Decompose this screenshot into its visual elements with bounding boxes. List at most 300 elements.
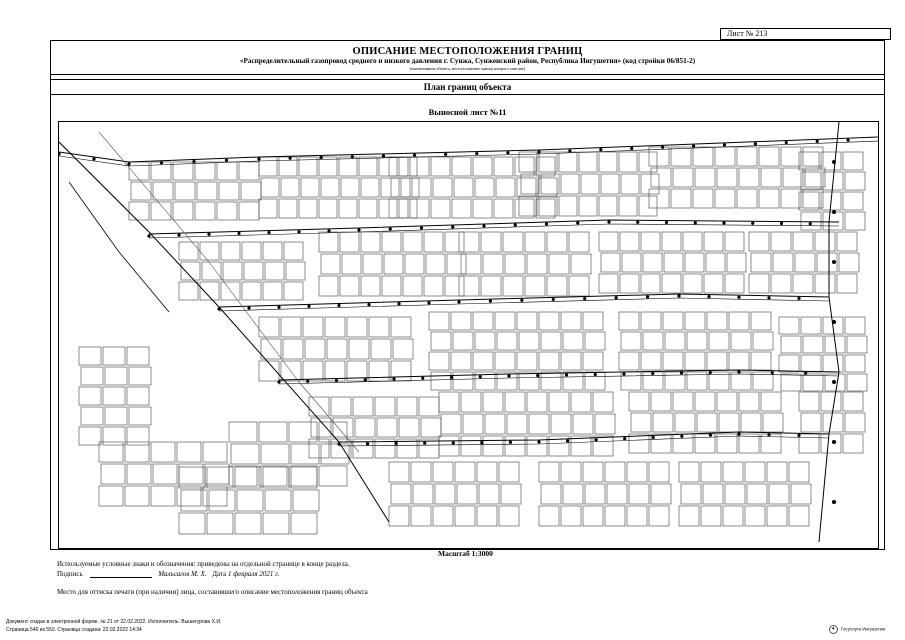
parcel <box>707 312 727 330</box>
boundary-vertex-marker <box>247 307 250 310</box>
parcel <box>821 434 841 453</box>
parcel <box>847 336 867 353</box>
parcel <box>801 413 821 432</box>
boundary-vertex-marker <box>450 376 453 379</box>
parcel <box>379 199 397 218</box>
parcel <box>601 174 619 194</box>
parcel <box>847 374 867 391</box>
parcel <box>411 462 431 482</box>
parcel <box>643 332 663 350</box>
parcel <box>195 202 215 220</box>
parcel <box>527 436 547 456</box>
parcel <box>181 262 200 280</box>
parcel <box>715 147 735 166</box>
parcel <box>179 282 198 300</box>
parcel <box>619 312 639 330</box>
parcel <box>494 199 513 218</box>
parcel <box>459 276 479 296</box>
parcel <box>781 374 801 391</box>
parcel <box>229 422 257 442</box>
parcel <box>761 392 781 411</box>
parcel <box>455 462 475 482</box>
parcel <box>679 506 699 526</box>
boundary-vertex-marker <box>423 442 426 445</box>
parcel <box>739 168 759 187</box>
parcel <box>843 192 863 210</box>
parcel <box>675 413 695 432</box>
boundary-vertex-marker <box>737 370 740 373</box>
parcel <box>433 462 453 482</box>
parcel <box>241 182 261 200</box>
boundary-vertex-marker <box>630 147 633 150</box>
parcel <box>217 202 237 220</box>
parcel <box>239 202 259 220</box>
parcel <box>473 312 493 330</box>
parcel <box>641 274 660 293</box>
parcel <box>127 464 151 484</box>
parcel <box>729 312 749 330</box>
parcel <box>805 168 825 187</box>
parcel <box>424 232 443 252</box>
parcel <box>421 418 441 437</box>
parcel <box>769 484 789 504</box>
parcel <box>803 147 823 166</box>
parcel <box>801 212 821 230</box>
parcel <box>837 232 857 251</box>
signature-line <box>90 570 152 578</box>
boundary-vertex-marker <box>351 155 354 158</box>
parcel <box>551 414 571 434</box>
boundary-vertex-marker <box>420 226 423 229</box>
parcel <box>731 332 751 350</box>
boundary-vertex-marker <box>92 157 95 160</box>
parcel <box>496 178 515 197</box>
parcel <box>601 253 620 272</box>
boundary-vertex-marker <box>780 222 783 225</box>
parcel <box>219 182 239 200</box>
boundary-vertex-marker <box>364 378 367 381</box>
parcel <box>361 178 379 197</box>
parcel <box>779 317 799 334</box>
boundary-vertex-marker <box>536 374 539 377</box>
boundary-vertex-marker <box>507 374 510 377</box>
parcel <box>461 254 481 274</box>
parcel <box>405 254 424 274</box>
parcel <box>845 212 865 230</box>
boundary-vertex-marker <box>785 141 788 144</box>
boundary-vertex-marker <box>615 296 618 299</box>
boundary-vertex-marker <box>622 372 625 375</box>
parcel <box>321 178 339 197</box>
brand-name: Госуслуги Ингушетии <box>840 626 885 632</box>
parcel <box>679 462 699 482</box>
parcel <box>539 506 559 526</box>
parcel <box>475 332 495 350</box>
parcel <box>419 397 439 416</box>
parcel <box>429 352 449 370</box>
parcel <box>127 387 149 405</box>
boundary-vertex-marker <box>277 380 280 383</box>
parcel <box>693 189 713 208</box>
boundary-vertex-marker <box>636 221 639 224</box>
date-label: Дата <box>212 570 227 578</box>
parcel <box>845 355 865 372</box>
boundary-vertex-marker <box>357 228 360 231</box>
parcel <box>81 407 103 425</box>
parcel <box>681 484 701 504</box>
parcel <box>701 462 721 482</box>
parcel <box>173 162 193 180</box>
parcel <box>837 274 857 293</box>
parcel <box>293 490 319 511</box>
parcel <box>767 506 787 526</box>
boundary-vertex-marker <box>665 221 668 224</box>
parcel <box>319 276 338 296</box>
parcel <box>771 232 791 251</box>
parcel <box>559 196 577 216</box>
parcel <box>799 192 819 210</box>
parcel <box>481 232 501 252</box>
parcel <box>399 418 419 437</box>
parcel <box>843 152 863 170</box>
parcel <box>202 262 221 280</box>
parcel <box>473 352 493 370</box>
parcel <box>641 174 659 194</box>
parcel <box>783 168 803 187</box>
boundary-vertex-marker <box>680 435 683 438</box>
parcel <box>539 312 559 330</box>
parcel <box>561 312 581 330</box>
boundary-vertex-marker <box>832 320 836 324</box>
parcel <box>751 253 771 272</box>
boundary-vertex-marker <box>651 372 654 375</box>
parcel <box>620 274 639 293</box>
parcel <box>505 436 525 456</box>
parcel <box>361 276 380 296</box>
parcel <box>663 352 683 370</box>
parcel <box>79 387 101 405</box>
parcel <box>319 157 337 176</box>
parcel <box>845 317 865 334</box>
parcel <box>579 152 597 172</box>
parcel <box>619 352 639 370</box>
signatory-name: Мальсагов М. Х. <box>158 570 207 578</box>
parcel <box>651 484 671 504</box>
boundary-vertex-marker <box>709 371 712 374</box>
boundary-vertex-marker <box>737 296 740 299</box>
boundary-vertex-marker <box>537 440 540 443</box>
parcel <box>793 274 813 293</box>
map-drawing <box>59 122 878 548</box>
boundary-vertex-marker <box>320 156 323 159</box>
boundary-vertex-marker <box>545 222 548 225</box>
parcel <box>461 392 481 412</box>
parcel <box>695 392 715 411</box>
parcel <box>412 178 431 197</box>
parcel <box>305 339 325 359</box>
parcel <box>651 168 671 187</box>
boundary-vertex-marker <box>207 233 210 236</box>
parcel <box>105 407 127 425</box>
parcel <box>179 242 198 260</box>
gas-pipeline <box>219 294 829 307</box>
parcel <box>581 174 599 194</box>
parcel <box>349 339 369 359</box>
parcel <box>79 427 101 445</box>
boundary-vertex-marker <box>389 227 392 230</box>
parcel <box>665 332 685 350</box>
boundary-vertex-marker <box>694 221 697 224</box>
boundary-vertex-marker <box>599 148 602 151</box>
parcel <box>151 486 175 506</box>
parcel <box>452 157 471 176</box>
brand-footer <box>829 625 885 634</box>
parcel <box>291 513 317 534</box>
parcel <box>843 392 863 411</box>
parcel <box>663 312 683 330</box>
boundary-vertex-marker <box>751 222 754 225</box>
parcel <box>767 462 787 482</box>
parcel <box>445 276 464 296</box>
parcel <box>379 157 397 176</box>
boundary-vertex-marker <box>397 302 400 305</box>
parcel <box>291 467 317 488</box>
parcel <box>569 276 589 296</box>
parcel <box>129 202 149 220</box>
parcel <box>321 254 340 274</box>
parcel <box>485 414 505 434</box>
boundary-vertex-marker <box>607 220 610 223</box>
gas-pipeline <box>59 137 878 162</box>
parcel <box>501 484 521 504</box>
parcel <box>741 413 761 432</box>
parcel <box>369 317 389 337</box>
boundary-vertex-marker <box>594 373 597 376</box>
parcel <box>281 178 299 197</box>
parcel <box>403 232 422 252</box>
parcel <box>299 199 317 218</box>
parcel <box>547 232 567 252</box>
parcel <box>151 202 171 220</box>
parcel <box>629 392 649 411</box>
parcel <box>384 254 403 274</box>
parcel <box>643 253 662 272</box>
parcel <box>505 392 525 412</box>
object-name: «Распределительный газопровод среднего и низкого давления г. Сунжа, Сунженский район, Республика Ингушетия» (код стройки 06/851-2) <box>239 57 696 65</box>
parcel <box>303 361 323 381</box>
parcel <box>325 317 345 337</box>
document-page-info: Страница 540 из 550. Страница создана: 22.02.2022 14:34 <box>6 627 142 633</box>
boundary-vertex-marker <box>306 380 309 383</box>
parcel <box>731 372 751 390</box>
boundary-vertex-marker <box>382 154 385 157</box>
parcel <box>571 254 591 274</box>
parcel <box>671 189 691 208</box>
parcel <box>709 332 729 350</box>
boundary-vertex-marker <box>565 373 568 376</box>
parcel <box>99 486 123 506</box>
parcel <box>377 418 397 437</box>
boundary-vertex-marker <box>489 300 492 303</box>
boundary-vertex-marker <box>680 371 683 374</box>
parcel <box>729 352 749 370</box>
parcel <box>549 254 569 274</box>
parcel <box>389 462 409 482</box>
parcel <box>382 232 401 252</box>
parcel <box>629 434 649 453</box>
parcel <box>263 513 289 534</box>
parcel <box>261 444 289 464</box>
parcel <box>505 254 525 274</box>
boundary-vertex-marker <box>289 157 292 160</box>
parcel <box>622 253 641 272</box>
gas-pipeline-vertical <box>819 122 839 542</box>
parcel <box>439 392 459 412</box>
parcel <box>671 147 691 166</box>
parcel <box>477 506 497 526</box>
boundary-vertex-marker <box>804 372 807 375</box>
boundary-vertex-marker <box>480 441 483 444</box>
parcel <box>649 506 669 526</box>
parcel <box>599 232 618 251</box>
parcel <box>547 276 567 296</box>
boundary-vertex-marker <box>816 140 819 143</box>
parcel <box>391 178 410 197</box>
parcel <box>461 436 481 456</box>
boundary-vertex-marker <box>514 223 517 226</box>
parcel <box>779 355 799 372</box>
parcel <box>517 352 537 370</box>
parcel <box>129 407 151 425</box>
parcel <box>403 276 422 296</box>
parcel <box>673 168 693 187</box>
parcel <box>569 232 589 252</box>
parcel <box>209 490 235 511</box>
boundary-vertex-marker <box>846 139 849 142</box>
parcel <box>801 355 821 372</box>
parcel <box>629 484 649 504</box>
parcel <box>619 196 637 216</box>
parcel <box>791 484 811 504</box>
parcel <box>717 168 737 187</box>
boundary-vertex-marker <box>257 157 260 160</box>
parcel <box>340 232 359 252</box>
parcel <box>475 178 494 197</box>
gas-pipeline <box>279 370 839 380</box>
boundary-vertex-marker <box>392 377 395 380</box>
parcel <box>561 506 581 526</box>
date-value: 1 февраля 2021 г. <box>227 570 280 578</box>
parcel <box>539 352 559 370</box>
parcel <box>447 254 466 274</box>
parcel <box>284 242 303 260</box>
parcel <box>497 332 517 350</box>
parcel <box>561 352 581 370</box>
parcel <box>259 199 277 218</box>
parcel <box>473 199 492 218</box>
parcel <box>771 274 791 293</box>
parcel <box>723 506 743 526</box>
boundary-vertex-marker <box>797 297 800 300</box>
parcel <box>815 232 835 251</box>
boundary-vertex-marker <box>767 296 770 299</box>
parcel <box>363 254 382 274</box>
parcel <box>561 174 579 194</box>
parcel <box>391 484 411 504</box>
boundary-vertex-marker <box>367 303 370 306</box>
boundary-vertex-marker <box>692 144 695 147</box>
parcel <box>286 262 305 280</box>
parcel <box>821 152 841 170</box>
parcel <box>463 414 483 434</box>
parcel <box>641 232 660 251</box>
parcel <box>737 147 757 166</box>
boundary-vertex-marker <box>451 225 454 228</box>
callout-sheet-title: Выносной лист №11 <box>428 107 507 117</box>
parcel <box>823 212 843 230</box>
map-scale: Масштаб 1:3000 <box>438 549 493 558</box>
gosuslugi-logo-icon: ✦ <box>829 625 838 634</box>
parcel <box>685 253 704 272</box>
boundary-vertex-marker <box>267 231 270 234</box>
parcel <box>291 444 319 464</box>
boundary-vertex-marker <box>452 441 455 444</box>
parcel <box>815 274 835 293</box>
boundary-vertex-marker <box>723 143 726 146</box>
parcel <box>353 397 373 416</box>
parcel <box>179 513 205 534</box>
parcel <box>361 232 380 252</box>
parcel <box>375 397 395 416</box>
parcel <box>231 444 259 464</box>
boundary-vertex-marker <box>335 379 338 382</box>
parcel <box>321 444 349 464</box>
parcel <box>704 274 723 293</box>
parcel <box>242 242 261 260</box>
parcel <box>283 339 303 359</box>
parcel <box>683 232 702 251</box>
boundary-vertex-marker <box>427 301 430 304</box>
parcel <box>593 392 613 412</box>
parcel <box>479 484 499 504</box>
parcel <box>573 414 593 434</box>
parcel <box>539 462 559 482</box>
parcel <box>265 262 284 280</box>
boundary-vertex-marker <box>754 142 757 145</box>
boundary-vertex-marker <box>537 150 540 153</box>
parcel <box>745 462 765 482</box>
parcel <box>473 157 492 176</box>
parcel <box>177 442 201 462</box>
parcel <box>281 317 301 337</box>
parcel <box>585 484 605 504</box>
boundary-vertex-marker <box>832 160 836 164</box>
divider <box>51 94 884 95</box>
plan-frame <box>50 40 885 550</box>
parcel <box>391 317 411 337</box>
parcel <box>237 490 263 511</box>
parcel <box>563 484 583 504</box>
parcel <box>627 462 647 482</box>
parcel <box>793 232 813 251</box>
parcel <box>799 392 819 411</box>
boundary-vertex-marker <box>652 436 655 439</box>
parcel <box>339 157 357 176</box>
parcel <box>627 506 647 526</box>
boundary-vertex-marker <box>421 377 424 380</box>
boundary-vertex-marker <box>509 441 512 444</box>
parcel <box>79 347 101 365</box>
